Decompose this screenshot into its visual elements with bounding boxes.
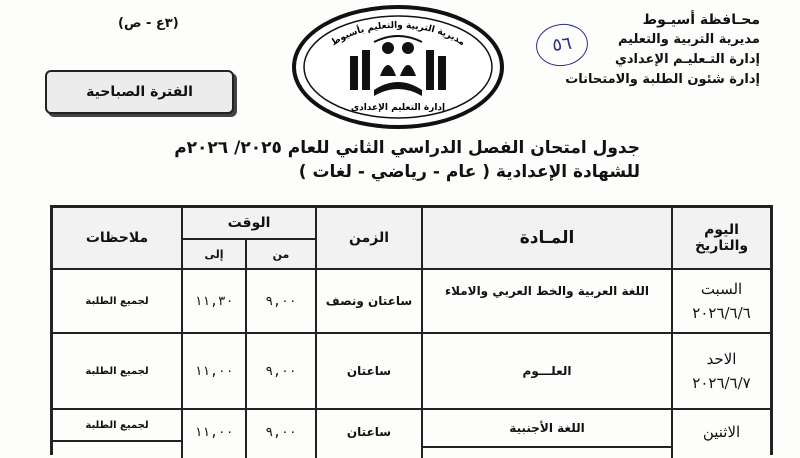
exam-schedule-table bbox=[50, 205, 773, 455]
schedule-title: جدول امتحان الفصل الدراسي الثاني للعام ٢٠٢٥/ ٢٠٢٦م bbox=[174, 138, 640, 158]
grid-line bbox=[245, 238, 247, 458]
row1-notes: لجميع الطلبة bbox=[85, 295, 149, 307]
logo-emblem-icon bbox=[290, 4, 506, 130]
row2-day: الاحد bbox=[706, 350, 737, 368]
row2-day-date bbox=[673, 334, 770, 408]
row1-to: ١١,٣٠ bbox=[194, 293, 234, 309]
row2-date: ٢٠٢٦/٦/٧ bbox=[692, 374, 751, 392]
grid-line bbox=[53, 440, 181, 442]
schedule-subtitle: للشهادة الإعدادية ( عام - رياضي - لغات ) bbox=[298, 162, 640, 182]
row2-to: ١١,٠٠ bbox=[194, 363, 234, 379]
row3-day-date bbox=[673, 410, 770, 454]
row1-day: السبت bbox=[700, 280, 743, 298]
logo-top-text: مديرية التربية والتعليم بأسيوط bbox=[329, 20, 467, 49]
row1-subject: اللغة العربية والخط العربي والاملاء bbox=[444, 284, 650, 298]
page-code: (٣ع - ص) bbox=[118, 16, 179, 31]
row2-notes: لجميع الطلبة bbox=[85, 365, 149, 377]
col-header-subject: المـادة bbox=[423, 208, 671, 268]
row3-day: الاثنين bbox=[702, 423, 741, 441]
row1-from: ٩,٠٠ bbox=[265, 293, 297, 309]
logo-bottom-text: إدارة التعليم الإعدادي bbox=[350, 103, 446, 113]
handwritten-page-number: ٥٦ bbox=[533, 21, 590, 70]
col-header-from: من bbox=[247, 240, 315, 268]
row3-subject: اللغة الأجنبية bbox=[509, 421, 585, 435]
row3-from: ٩,٠٠ bbox=[265, 424, 297, 440]
grid-line bbox=[183, 238, 315, 240]
grid-line bbox=[53, 268, 770, 270]
row3-notes: لجميع الطلبة bbox=[85, 419, 149, 431]
col-header-day-date bbox=[673, 208, 770, 268]
affairs-label: إدارة شئون الطلبة والامتحانات bbox=[565, 72, 760, 87]
col-header-duration: الزمن bbox=[317, 208, 421, 268]
header-day-label: اليوم bbox=[704, 222, 739, 238]
administration-label: إدارة التـعليـم الإعدادي bbox=[614, 52, 760, 67]
row2-duration: ساعتان bbox=[346, 364, 392, 378]
shift-label-box: الفترة الصباحية bbox=[45, 70, 234, 114]
grid-line bbox=[53, 408, 770, 410]
row1-day-date bbox=[673, 270, 770, 332]
col-header-notes: ملاحظات bbox=[53, 208, 181, 268]
col-header-time: الوقت bbox=[183, 208, 315, 238]
grid-line bbox=[53, 332, 770, 334]
directorate-label: مديرية التربية والتعليم bbox=[617, 32, 760, 47]
row1-date: ٢٠٢٦/٦/٦ bbox=[692, 304, 751, 322]
col-header-to: إلى bbox=[183, 240, 245, 268]
row3-duration: ساعتان bbox=[346, 425, 392, 439]
row3-to: ١١,٠٠ bbox=[194, 424, 234, 440]
grid-line bbox=[423, 446, 671, 448]
row1-duration: ساعتان ونصف bbox=[325, 294, 413, 308]
row2-from: ٩,٠٠ bbox=[265, 363, 297, 379]
directorate-logo bbox=[290, 4, 506, 130]
governorate-label: محـافظة أسيـوط bbox=[642, 12, 760, 28]
row2-subject: العلـــوم bbox=[522, 364, 572, 378]
header-date-label: والتاريخ bbox=[694, 238, 749, 254]
